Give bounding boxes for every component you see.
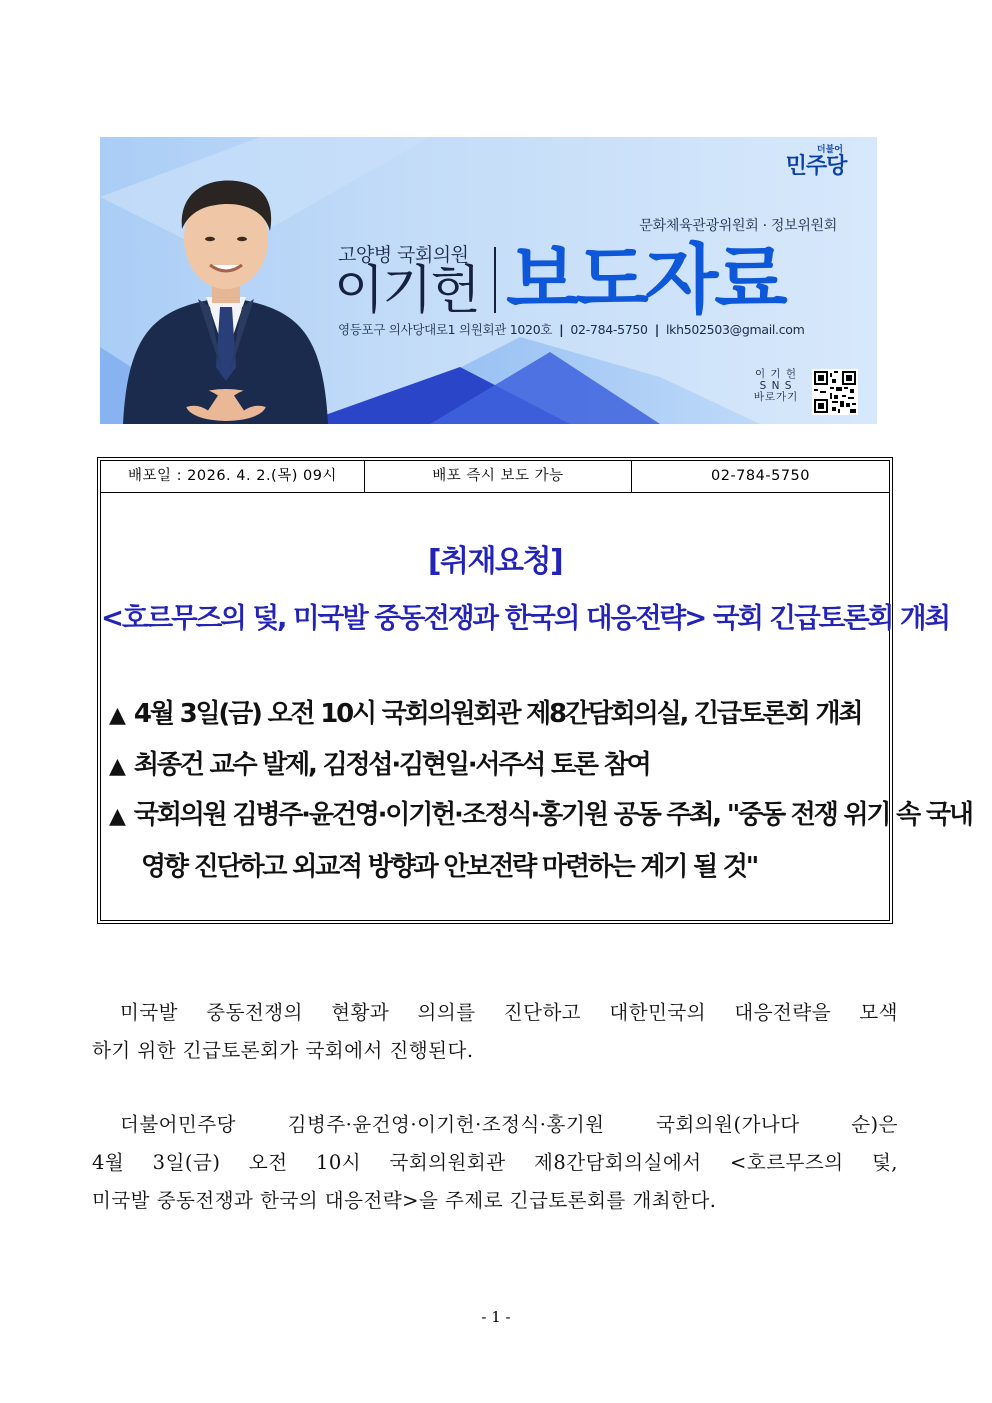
release-info-row <box>101 461 889 493</box>
name-divider <box>494 247 496 313</box>
body-line: 미국발 중동전쟁의 현황과 의의를 진단하고 대한민국의 대응전략을 모색 <box>120 1001 898 1024</box>
release-note: 배포 즉시 보도 가능 <box>365 461 632 492</box>
bullet-item <box>109 693 861 730</box>
body-line: 4월 3일(금) 오전 10시 국회의원회관 제8간담회의실에서 <호르무즈의 덫, <box>92 1151 898 1174</box>
triangle-bullet-icon: ▲ <box>109 804 126 829</box>
sns-line-2: S N S <box>759 379 793 392</box>
sns-line-3: 바로가기 <box>753 391 799 403</box>
bullet-text: 국회의원 김병주·윤건영·이기헌·조정식·홍기원 공동 주최, "중동 전쟁 위기 속 국내 <box>133 800 972 830</box>
press-release-banner <box>100 137 877 424</box>
bullet-text: 최종건 교수 발제, 김정섭·김현일·서주석 토론 참여 <box>133 750 650 780</box>
qr-code-icon[interactable] <box>812 369 858 415</box>
lawmaker-name: 이기헌 <box>334 261 479 321</box>
office-phone: 02-784-5750 <box>570 322 648 337</box>
party-logo-small: 더불어 <box>816 145 843 155</box>
triangle-bullet-icon: ▲ <box>109 754 126 779</box>
headline: <호르무즈의 덫, 미국발 중동전쟁과 한국의 대응전략> 국회 긴급토론회 개최 <box>101 602 950 634</box>
body-paragraph-2 <box>92 1106 898 1220</box>
page-number: - 1 - <box>481 1308 511 1326</box>
press-release-title: 보도자료 <box>506 235 784 324</box>
lawmaker-portrait <box>118 157 333 424</box>
office-address: 영등포구 의사당대로1 의원회관 1020호 <box>338 322 553 337</box>
party-logo <box>781 145 851 189</box>
party-logo-name: 민주당 <box>785 154 847 179</box>
request-label: [취재요청] <box>427 544 563 579</box>
bullet-item-continued: 영향 진단하고 외교적 방향과 안보전략 마련하는 계기 될 것" <box>141 852 758 882</box>
body-line: 하기 위한 긴급토론회가 국회에서 진행된다. <box>92 1039 474 1062</box>
body-paragraph-1 <box>92 994 898 1070</box>
bullet-item <box>109 794 972 831</box>
bullet-text: 4월 3일(금) 오전 10시 국회의원회관 제8간담회의실, 긴급토론회 개최 <box>133 699 862 729</box>
release-date: 배포일 : 2026. 4. 2.(목) 09시 <box>101 461 365 492</box>
region-label: 고양병 국회의원 <box>338 244 469 266</box>
body-line: 미국발 중동전쟁과 한국의 대응전략>을 주제로 긴급토론회를 개최한다. <box>92 1189 717 1212</box>
committee-label: 문화체육관광위원회 · 정보위원회 <box>639 218 837 234</box>
triangle-bullet-icon: ▲ <box>109 703 126 728</box>
body-line: 더불어민주당 김병주·윤건영·이기헌·조정식·홍기원 국회의원(가나다 순)은 <box>120 1113 898 1136</box>
contact-phone: 02-784-5750 <box>711 468 810 484</box>
bullet-item <box>109 744 650 781</box>
press-summary-box <box>97 457 972 924</box>
office-contact: 영등포구 의사당대로1 의원회관 1020호 | 02-784-5750 | lkh502503@gmail.com <box>338 322 805 337</box>
sns-shortcut-label <box>750 369 802 404</box>
sns-line-1: 이 기 헌 <box>754 368 798 380</box>
office-email: lkh502503@gmail.com <box>665 322 805 337</box>
